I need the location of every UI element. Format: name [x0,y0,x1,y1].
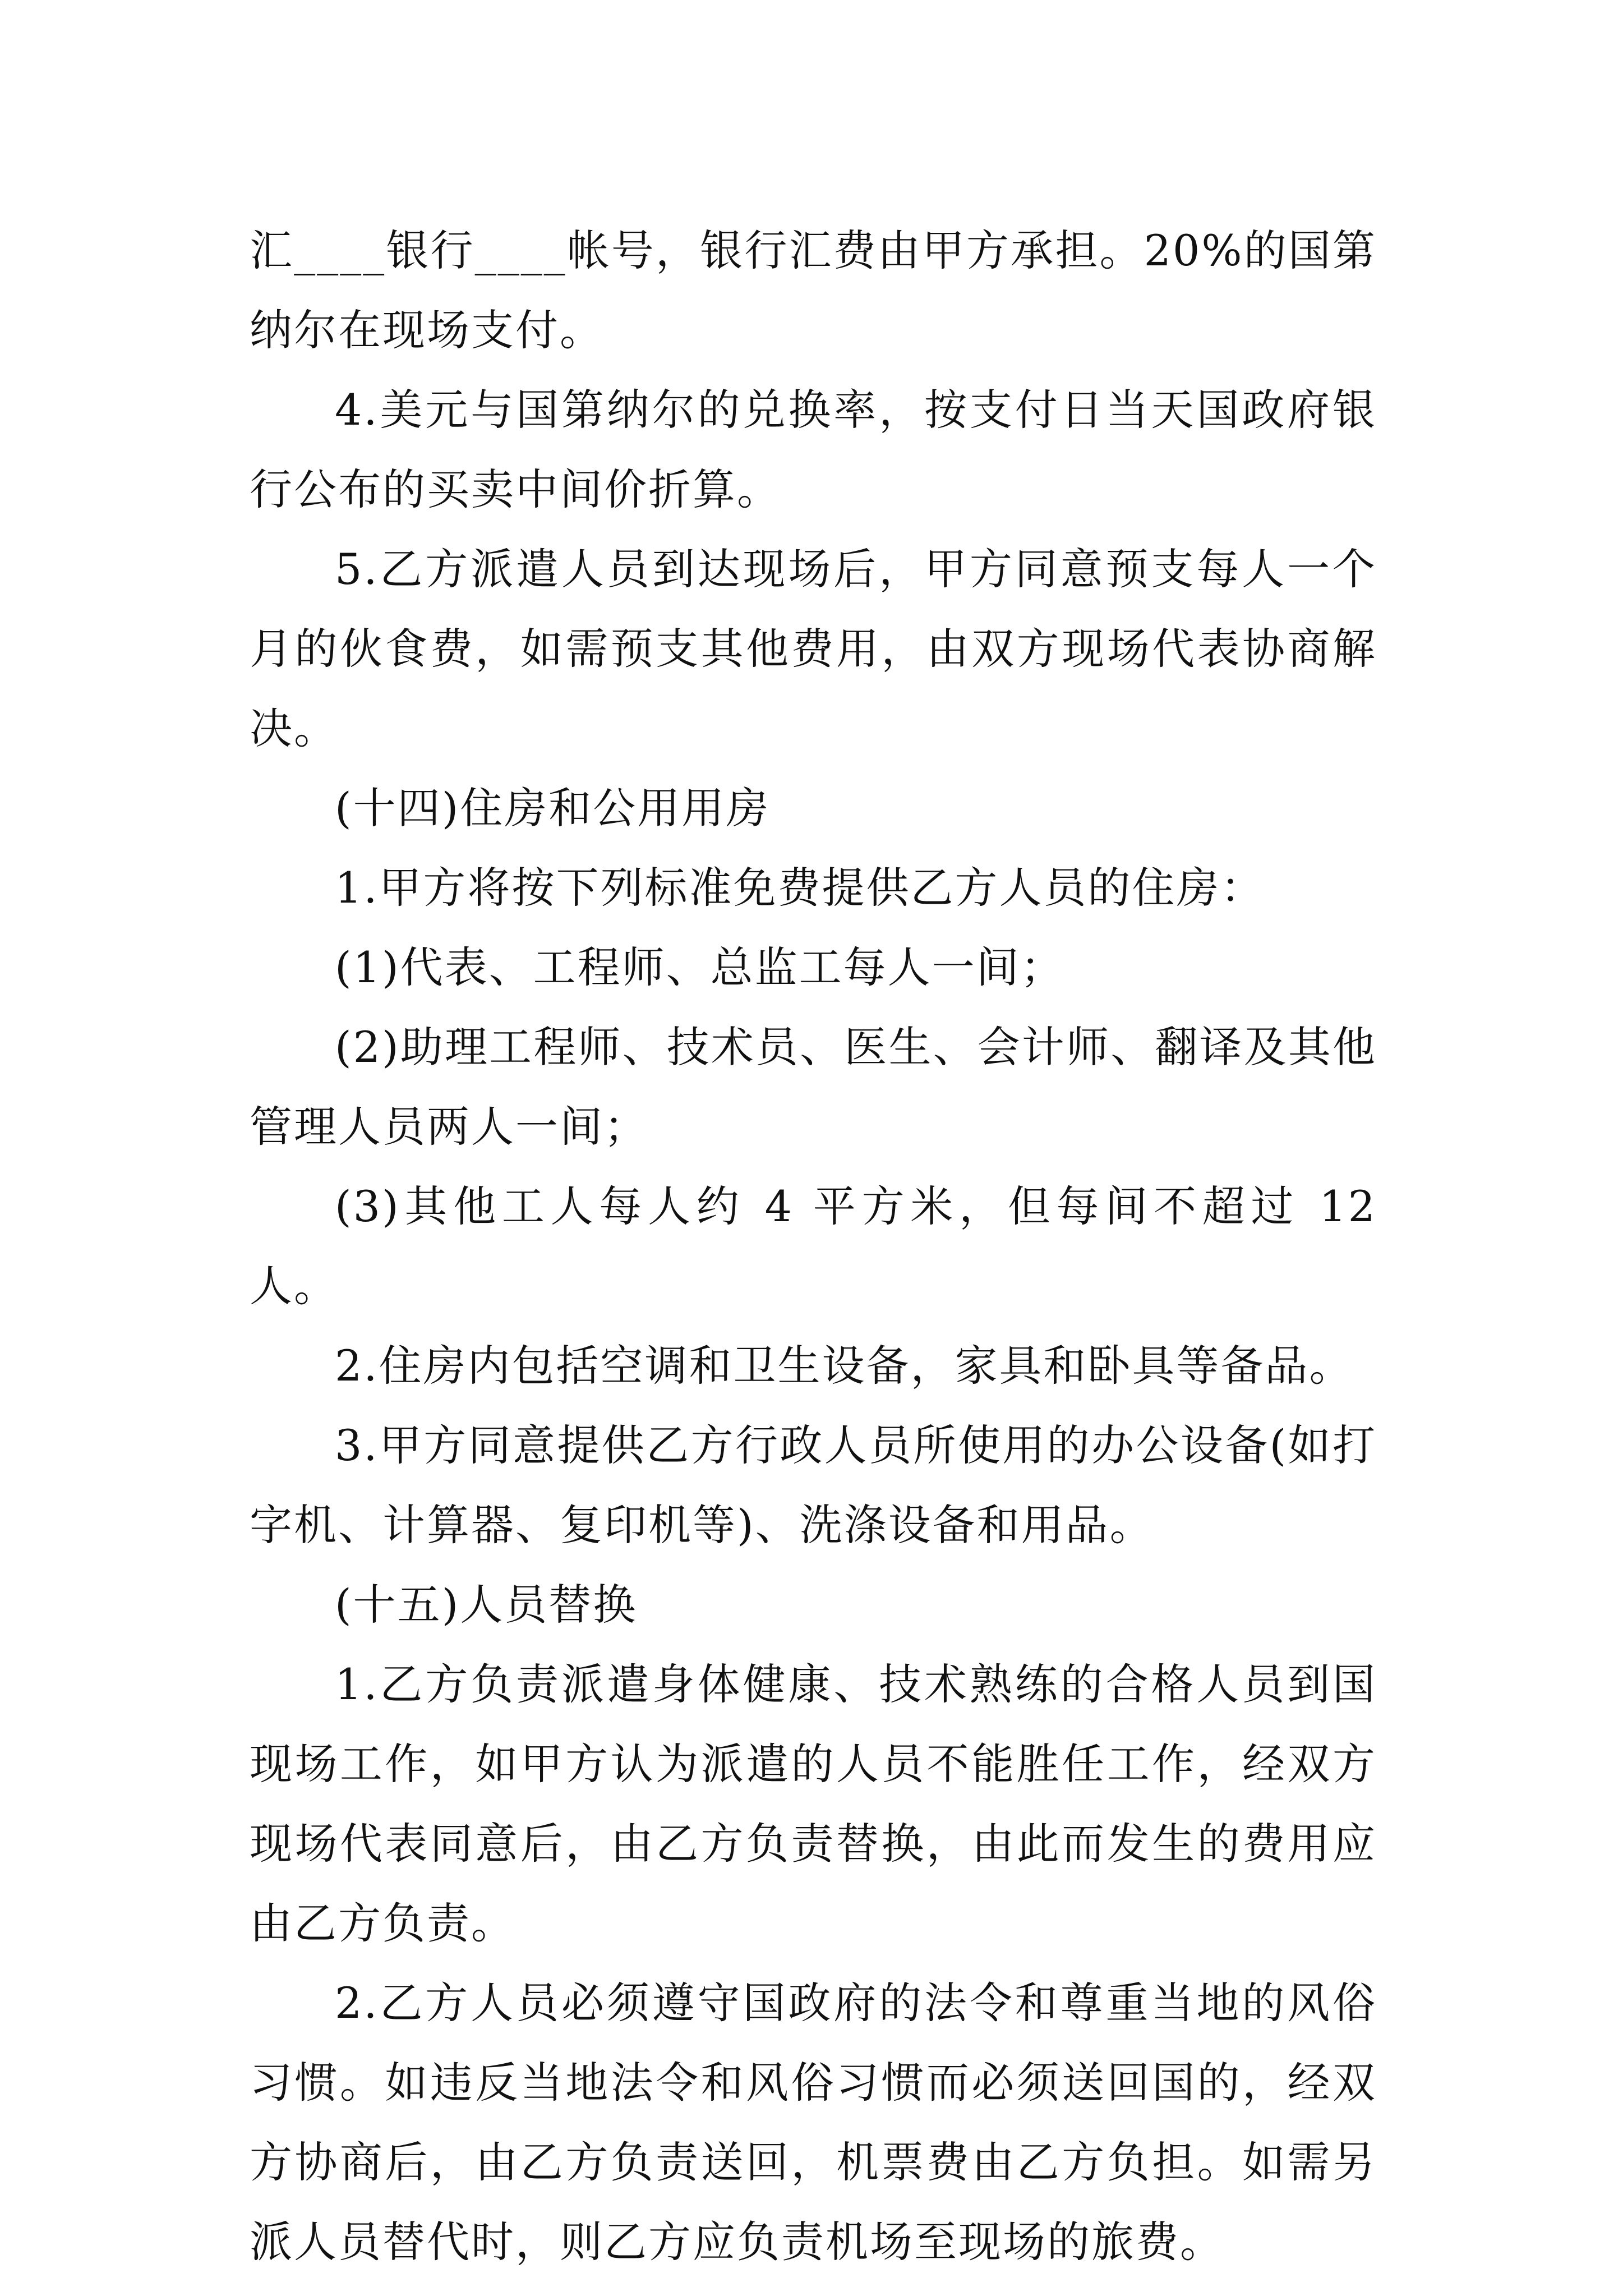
paragraph-replacement-1: 1.乙方负责派遣身体健康、技术熟练的合格人员到国现场工作，如甲方认为派遣的人员不能胜任工作，经双方现场代表同意后，由乙方负责替换，由此而发生的费用应由乙方负责。 [250,1659,1377,1948]
paragraph-remittance: 汇____银行____帐号，银行汇费由甲方承担。20%的国第纳尔在现场支付。 [250,226,1377,355]
paragraph-advance-payment: 5.乙方派遣人员到达现场后，甲方同意预支每人一个月的伙食费，如需预支其他费用，由双方现场代表协商解决。 [250,544,1377,753]
paragraph-housing-equipment: 2.住房内包括空调和卫生设备，家具和卧具等备品。 [335,1341,1354,1391]
list-item-housing-1: (1)代表、工程师、总监工每人一间； [335,942,1065,992]
list-item-housing-3: (3)其他工人每人约 4 平方米，但每间不超过 12 人。 [250,1181,1393,1311]
paragraph-replacement-2: 2.乙方人员必须遵守国政府的法令和尊重当地的风俗习惯。如违反当地法令和风俗习惯而必须送回国的，经双方协商后，由乙方负责送回，机票费由乙方负担。如需另派人员替代时，则乙方应负责机场至现场的旅费。 [250,1978,1377,2267]
section-heading-housing: (十四)住房和公用用房 [335,783,771,833]
document-body [250,211,1393,2282]
paragraph-housing-standard: 1.甲方将按下列标准免费提供乙方人员的住房： [335,863,1265,913]
paragraph-office-equipment: 3.甲方同意提供乙方行政人员所使用的办公设备(如打字机、计算器、复印机等)、洗涤设备和用品。 [250,1420,1377,1550]
section-heading-replacement: (十五)人员替换 [335,1580,638,1630]
paragraph-exchange-rate: 4.美元与国第纳尔的兑换率，按支付日当天国政府银行公布的买卖中间价折算。 [250,385,1377,514]
list-item-housing-2: (2)助理工程师、技术员、医生、会计师、翻译及其他管理人员两人一间； [250,1022,1377,1152]
